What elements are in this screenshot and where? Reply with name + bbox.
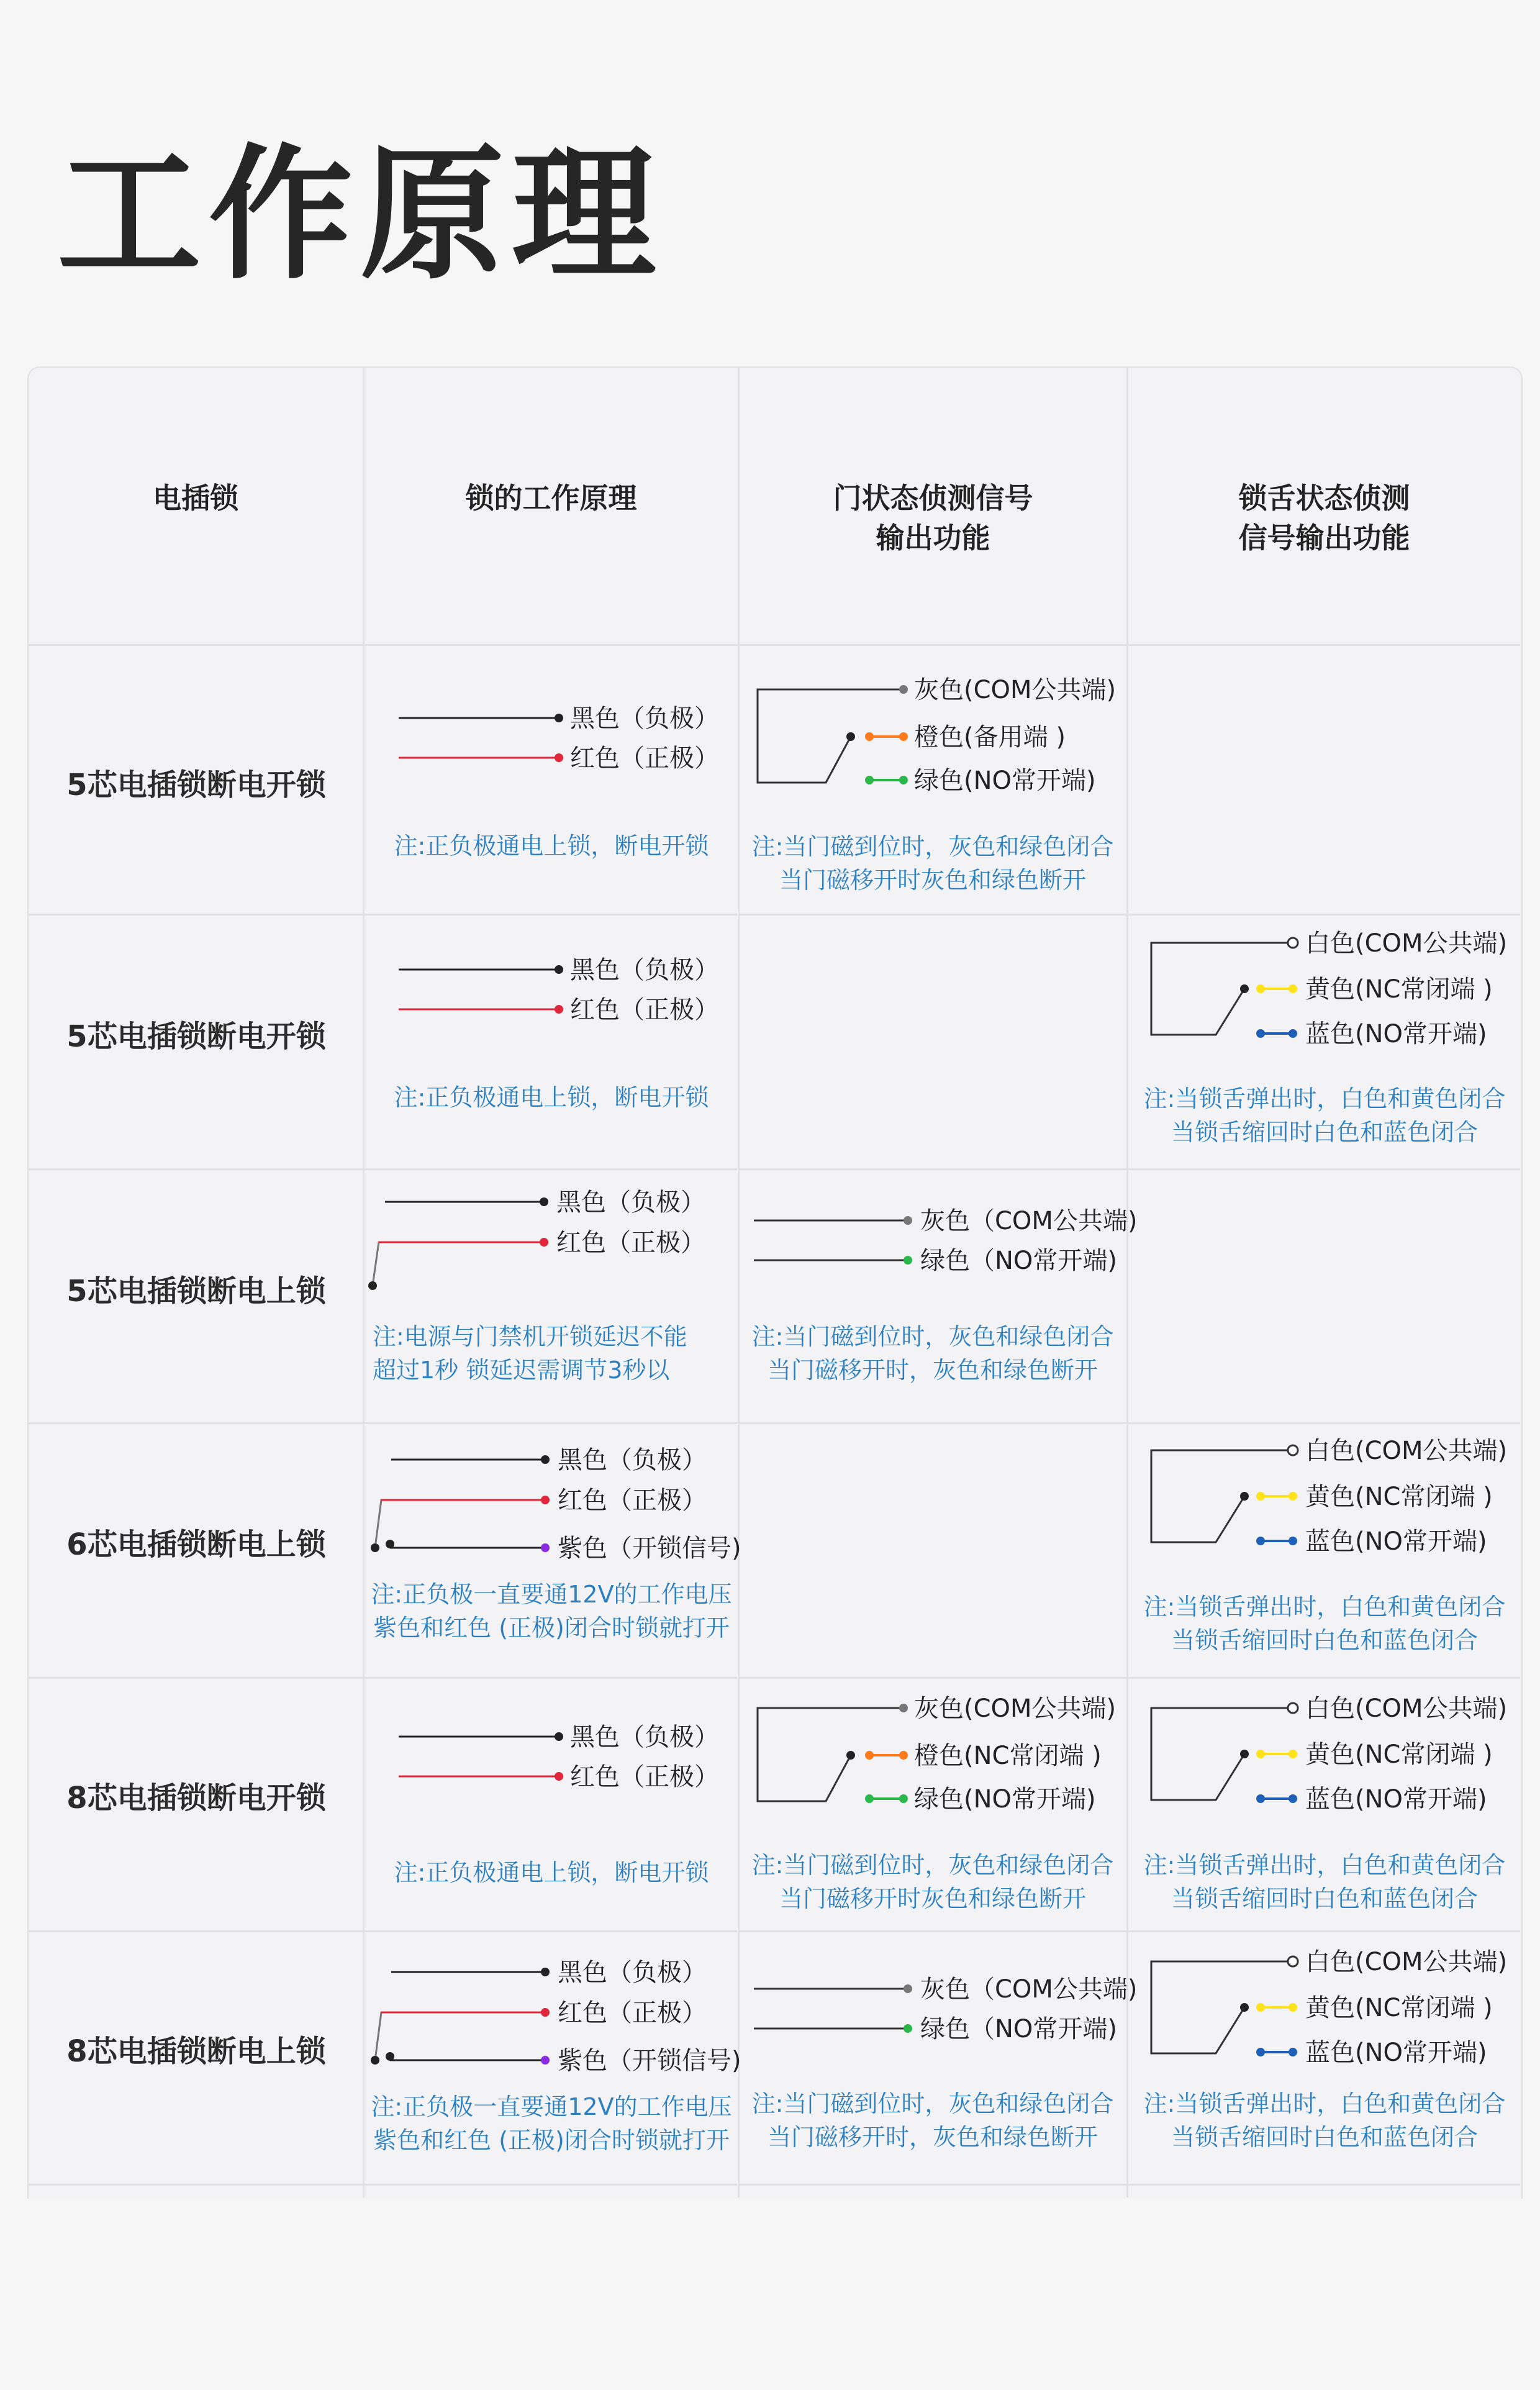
tongue-sensor-diagram <box>1143 1689 1515 1814</box>
wire-label-red: 红色（正极） <box>558 1999 707 2027</box>
note-power: 注:正负极通电上锁，断电开锁 <box>394 832 709 860</box>
row-divider <box>27 1168 1520 1170</box>
note-door-sensor: 注:当门磁到位时，灰色和绿色闭合 当门磁移开时，灰色和绿色断开 <box>751 1323 1114 1384</box>
wire-label-blue: 蓝色(NO常开端) <box>1305 2038 1487 2067</box>
wire-label-black: 黑色（负极） <box>570 1723 719 1752</box>
row-divider <box>27 2184 1520 2186</box>
wire-label-gray: 灰色（COM公共端) <box>920 1207 1138 1235</box>
wire-label-black: 黑色（负极） <box>558 1446 707 1474</box>
wire-label-green: 绿色(NO常开端) <box>914 1785 1096 1814</box>
note-tongue-sensor: 注:当锁舌弹出时，白色和黄色闭合 当锁舌缩回时白色和蓝色闭合 <box>1143 1593 1506 1654</box>
row-divider <box>27 644 1520 646</box>
note-tongue-sensor: 注:当锁舌弹出时，白色和黄色闭合 当锁舌缩回时白色和蓝色闭合 <box>1143 2090 1506 2151</box>
wire-label-blue: 蓝色(NO常开端) <box>1305 1020 1487 1048</box>
wire-label-red: 红色（正极） <box>570 744 719 773</box>
row-label-3: 5芯电插锁断电上锁 <box>66 1274 326 1309</box>
tongue-sensor-diagram <box>1143 1943 1515 2067</box>
wire-label-red: 红色（正极） <box>570 1763 719 1791</box>
wire-label-green: 绿色（NO常开端) <box>920 2015 1118 2043</box>
note-six-core: 注:正负极一直要通12V的工作电压 紫色和红色 (正极)闭合时锁就打开 <box>371 1581 732 1642</box>
row-label-1: 5芯电插锁断电开锁 <box>66 768 326 802</box>
wire-label-gray: 灰色(COM公共端) <box>914 1694 1116 1723</box>
row-divider <box>27 1677 1520 1679</box>
wire-label-green: 绿色（NO常开端) <box>920 1247 1118 1275</box>
door-sensor-diagram <box>745 1970 1138 2045</box>
power-wiring-diagram <box>366 1183 733 1301</box>
note-power: 注:正负极通电上锁，断电开锁 <box>394 1859 709 1886</box>
wire-label-orange: 橙色(备用端 ) <box>914 723 1066 752</box>
wire-label-purple: 紫色（开锁信号) <box>558 1534 741 1563</box>
note-door-sensor: 注:当门磁到位时，灰色和绿色闭合 当门磁移开时灰色和绿色断开 <box>751 1852 1114 1912</box>
row-divider <box>27 1930 1520 1932</box>
header-working-principle: 锁的工作原理 <box>465 481 637 515</box>
wire-label-blue: 蓝色(NO常开端) <box>1305 1527 1487 1556</box>
header-door-status-output: 门状态侦测信号 输出功能 <box>833 481 1033 555</box>
power-wiring-diagram <box>373 947 733 1022</box>
row-divider <box>27 1422 1520 1424</box>
wire-label-orange: 橙色(NC常闭端 ) <box>914 1742 1102 1770</box>
wire-label-white: 白色(COM公共端) <box>1305 1694 1508 1723</box>
door-sensor-diagram <box>751 671 1124 795</box>
wire-label-green: 绿色(NO常开端) <box>914 766 1096 795</box>
row-label-5: 8芯电插锁断电开锁 <box>66 1781 326 1815</box>
wire-label-white: 白色(COM公共端) <box>1305 929 1508 958</box>
wire-label-yellow: 黄色(NC常闭端 ) <box>1305 1483 1493 1511</box>
note-six-core: 注:正负极一直要通12V的工作电压 紫色和红色 (正极)闭合时锁就打开 <box>371 2093 732 2154</box>
tongue-sensor-diagram <box>1143 924 1515 1048</box>
column-divider <box>738 366 740 2197</box>
wire-label-red: 红色（正极） <box>556 1229 705 1257</box>
power-wiring-diagram <box>373 696 733 773</box>
column-divider <box>1126 366 1128 2197</box>
note-tongue-sensor: 注:当锁舌弹出时，白色和黄色闭合 当锁舌缩回时白色和蓝色闭合 <box>1143 1085 1506 1146</box>
row-label-4: 6芯电插锁断电上锁 <box>66 1527 326 1562</box>
door-sensor-diagram <box>745 1202 1138 1276</box>
note-delay: 注:电源与门禁机开锁延迟不能 超过1秒 锁延迟需调节3秒以 <box>373 1323 687 1384</box>
wire-label-yellow: 黄色(NC常闭端 ) <box>1305 1740 1493 1769</box>
power-wiring-diagram-6core <box>366 1441 739 1565</box>
wire-label-red: 红色（正极） <box>570 996 719 1024</box>
note-power: 注:正负极通电上锁，断电开锁 <box>394 1084 709 1111</box>
wire-label-black: 黑色（负极） <box>570 704 719 733</box>
wire-label-yellow: 黄色(NC常闭端 ) <box>1305 1994 1493 2022</box>
row-label-2: 5芯电插锁断电开锁 <box>66 1019 326 1054</box>
wire-label-black: 黑色（负极） <box>558 1958 707 1987</box>
page-title: 工作原理 <box>57 131 664 299</box>
wire-label-purple: 紫色（开锁信号) <box>558 2047 741 2075</box>
door-sensor-diagram <box>751 1689 1124 1814</box>
wire-label-gray: 灰色（COM公共端) <box>920 1975 1138 2004</box>
wire-label-gray: 灰色(COM公共端) <box>914 676 1116 704</box>
header-tongue-status-output: 锁舌状态侦测 信号输出功能 <box>1238 481 1410 555</box>
row-divider <box>27 914 1520 916</box>
wire-label-red: 红色（正极） <box>558 1486 707 1515</box>
wire-label-white: 白色(COM公共端) <box>1305 1437 1508 1465</box>
note-door-sensor: 注:当门磁到位时，灰色和绿色闭合 当门磁移开时灰色和绿色断开 <box>751 833 1114 894</box>
header-lock: 电插锁 <box>153 481 238 515</box>
power-wiring-diagram-6core <box>366 1953 739 2078</box>
wire-label-black: 黑色（负极） <box>556 1188 705 1217</box>
note-door-sensor: 注:当门磁到位时，灰色和绿色闭合 当门磁移开时，灰色和绿色断开 <box>751 2090 1114 2151</box>
note-tongue-sensor: 注:当锁舌弹出时，白色和黄色闭合 当锁舌缩回时白色和蓝色闭合 <box>1143 1852 1506 1912</box>
power-wiring-diagram <box>373 1714 733 1789</box>
wire-label-yellow: 黄色(NC常闭端 ) <box>1305 975 1493 1004</box>
wire-label-blue: 蓝色(NO常开端) <box>1305 1785 1487 1814</box>
tongue-sensor-diagram <box>1143 1432 1515 1556</box>
wire-label-black: 黑色（负极） <box>570 956 719 984</box>
wire-label-white: 白色(COM公共端) <box>1305 1948 1508 1976</box>
row-label-6: 8芯电插锁断电上锁 <box>66 2034 326 2069</box>
